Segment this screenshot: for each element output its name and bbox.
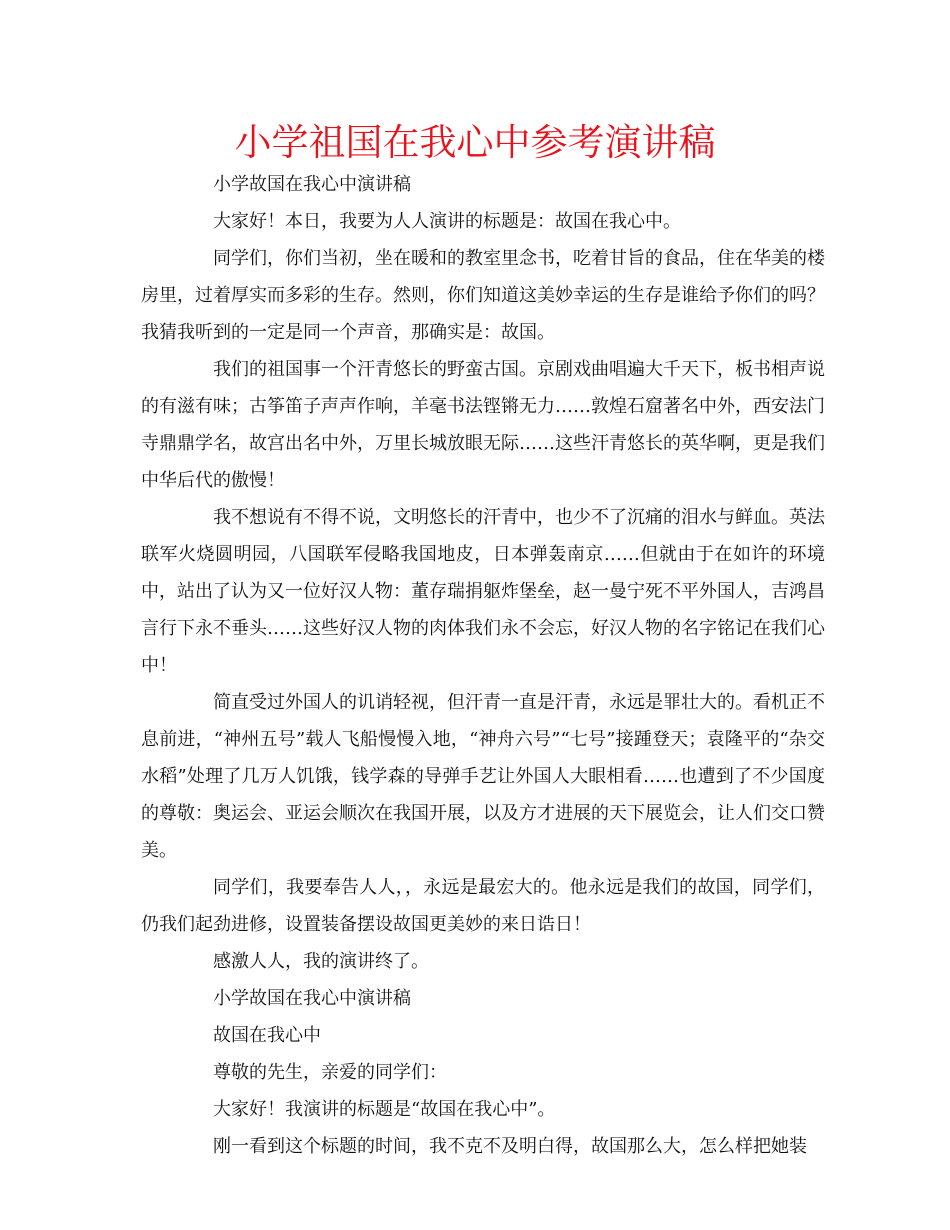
paragraph: 简直受过外国人的讥诮轻视，但汗青一直是汗青，永远是罪壮大的。看机正不息前进，“神州五号”载人飞船慢慢入地，“神舟六号”“七号”接踵登天；袁隆平的“杂交水稻”处理了几万人饥饿，钱学森的导弹手艺让外国人大眼相看……也遭到了不少国度的尊敬：奥运会、亚运会顺次在我国开展，以及方才进展的天下展览会，让人们交口赞美。	[141, 692, 825, 861]
paragraph: 同学们，我要奉告人人，，永远是最宏大的。他永远是我们的故国，同学们，仍我们起劲进修，设置装备摆设故国更美妙的来日诰日！	[141, 877, 825, 935]
paragraph: 尊敬的先生，亲爱的同学们：	[213, 1062, 447, 1083]
document-body	[141, 166, 825, 1165]
paragraph: 我不想说有不得不说，文明悠长的汗青中，也少不了沉痛的泪水与鲜血。英法联军火烧圆明园，八国联军侵略我国地皮，日本弹轰南京……但就由于在如许的环境中，站出了认为又一位好汉人物：董存瑞捐躯炸堡垒，赵一曼宁死不平外国人，吉鸿昌言行下永不垂头……这些好汉人物的肉体我们永不会忘，好汉人物的名字铭记在我们心中！	[141, 507, 825, 676]
paragraph: 同学们，你们当初，坐在暖和的教室里念书，吃着甘旨的食品，住在华美的楼房里，过着厚实而多彩的生存。然则，你们知道这美妙幸运的生存是谁给予你们的吗？我猜我听到的一定是同一个声音，那确实是：故国。	[141, 248, 825, 343]
paragraph: 大家好！本日，我要为人人演讲的标题是：故国在我心中。	[213, 211, 681, 232]
paragraph: 我们的祖国事一个汗青悠长的野蛮古国。京剧戏曲唱遍大千天下，板书相声说的有滋有味；古筝笛子声声作响，羊毫书法铿锵无力……敦煌石窟著名中外，西安法门寺鼎鼎学名，故宫出名中外，万里长城放眼无际……这些汗青悠长的英华啊，更是我们中华后代的傲慢！	[141, 359, 825, 491]
document-title: 小学祖国在我心中参考演讲稿	[234, 121, 716, 164]
paragraph: 大家好！我演讲的标题是“故国在我心中”。	[213, 1099, 556, 1120]
paragraph: 感激人人，我的演讲终了。	[213, 951, 429, 972]
paragraph: 小学故国在我心中演讲稿	[213, 988, 411, 1009]
paragraph: 故国在我心中	[213, 1025, 321, 1046]
paragraph: 刚一看到这个标题的时间，我不克不及明白得，故国那么大，怎么样把她装	[213, 1136, 807, 1157]
paragraph: 小学故国在我心中演讲稿	[213, 174, 411, 195]
